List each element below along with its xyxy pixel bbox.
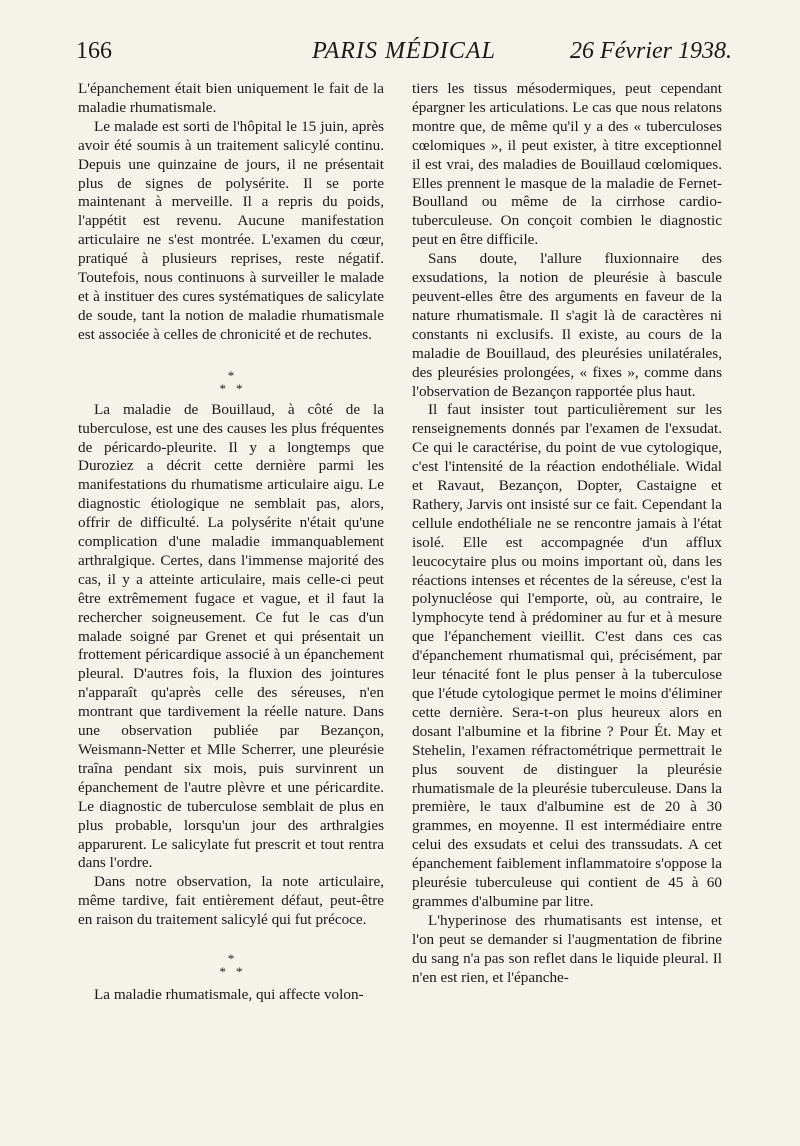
section-separator [78,930,384,986]
paragraph: Dans notre observation, la note articulaire, même tardive, fait entièrement défaut, peut-être en raison du traitement salicylé qui fut précoce. [78,873,384,929]
paragraph: La maladie rhumatismale, qui affecte volon- [94,986,364,1004]
paragraph: L'épanchement était bien uniquement le fait de la maladie rhumatismale. [78,80,384,116]
asterism-bottom: ** [219,380,253,396]
paragraph: Il faut insister tout particulièrement sur les renseignements donnés par l'examen de l'exsudat. Ce qui le caractérise, du point de vue cytologique, c'est l'intensité de la réaction endothéliale. Widal et Ravaut, Bezançon, Dopter, Castaigne et Rathery, Jarvis ont insisté sur ce fait. Cependant la cellule endothéliale ne se rencontre jamais à l'état isolé. Elle est accompagnée d'un afflux leucocytaire plus ou moins important où, dans les réactions intenses et récentes de la séreuse, c'est la polynucléose qui l'emporte, où, au contraire, le lymphocyte tend à prédominer au fur et à mesure que l'épanchement vieillit. C'est dans ces cas d'épanchement rhumatismal qui, précisément, par leur ténacité font le plus penser à la tuberculose que l'étude cytologique permet le moins d'éliminer cette dernière. Sera-t-on plus heureux alors en dosant l'albumine et la fibrine ? Pour Ét. May et Stehelin, l'examen réfractométrique permettrait le plus souvent de distinguer la pleurésie rhumatismale de la pleurésie tuberculeuse. Dans la première, le taux d'albumine est de 20 à 30 grammes, en moyenne. Il est intermédiaire entre celui des exsudats et celui des transsudats. A cet épanchement faiblement inflammatoire s'oppose la pleurésie tuberculeuse qui contient de 45 à 60 grammes d'albumine par litre. [412,401,722,910]
issue-date: 26 Février 1938. [570,38,732,64]
paragraph: Le malade est sorti de l'hôpital le 15 juin, après avoir été soumis à un traitement salicylé continu. Depuis une quinzaine de jours, il ne présentait plus de signes de polysérite. Il se porte maintenant à merveille. Il a repris du poids, l'appétit est revenu. Aucune manifestation articulaire ne s'est montrée. L'examen du cœur, pratiqué à plusieurs reprises, reste négatif. Toutefois, nous continuons à surveiller le malade et à instituer des cures systématiques de salicylate de soude, tant la notion de maladie rhumatismale est associée à celles de chronicité et de rechutes. [78,117,384,343]
asterism-top: * [227,367,235,383]
paragraph: La maladie de Bouillaud, à côté de la tuberculose, est une des causes les plus fréquentes de péricardo-pleurite. Il y a longtemps que Duroziez a décrit cette dernière parmi les manifestations du rhumatisme articulaire aigu. Le diagnostic étiologique ne semblait pas, alors, offrir de difficulté. La polysérite n'était qu'une complication d'une maladie immanquablement arthralgique. Certes, dans l'immense majorité des cas, il y a atteinte articulaire, mais celle-ci peut être extrêmement fugace et vague, et il faut la rechercher soigneusement. Ce fut le cas d'un malade soigné par Grenet et qui présentait un frottement péricardique associé à un épanchement pleural. D'autres fois, la fluxion des jointures n'apparaît qu'après celle des séreuses, n'en montrant que tardivement la réelle nature. Dans une observation publiée par Bezançon, Weismann-Netter et Mlle Scherrer, une pleurésie traîna pendant six mois, puis survinrent un épanchement de l'autre plèvre et une péricardite. Le diagnostic de tuberculose semblait de plus en plus probable, lorsqu'un jour des arthralgies apparurent. Le salicylate fut prescrit et tout rentra dans l'ordre. [78,400,384,872]
journal-title: PARIS MÉDICAL [312,38,496,64]
right-column [412,80,722,988]
page-number: 166 [76,38,112,64]
paragraph: L'hyperinose des rhumatisants est intense, et l'on peut se demander si l'augmentation de fibrine du sang n'a pas son reflet dans le liquide pleural. Il n'en est rien, et l'épanche- [412,911,722,986]
asterism-top: * [227,951,235,967]
left-column [78,80,384,1005]
section-separator [78,345,384,401]
paragraph: tiers les tissus mésodermiques, peut cependant épargner les articulations. Le cas que nous relatons montre que, de même qu'il y a des « tuberculoses cœlomiques », il peut exister, à titre exceptionnel il est vrai, des maladies de Bouillaud cœlomiques. Elles prennent le masque de la maladie de Fernet-Boulland ou même de la cirrhose cardio-tuberculeuse. On conçoit combien le diagnostic peut en être difficile. [412,80,722,249]
page-header [76,38,732,78]
asterism-bottom: ** [219,964,253,980]
paragraph: Sans doute, l'allure fluxionnaire des exsudations, la notion de pleurésie à bascule peuvent-elles être des arguments en faveur de la nature rhumatismale. Il s'agit là de caractères ni constants ni exclusifs. Il existe, au cours de la maladie de Bouillaud, des pleurésies unilatérales, des pleurésies prolongées, « fixes », comme dans l'observation de Bezançon rapportée plus haut. [412,250,722,400]
